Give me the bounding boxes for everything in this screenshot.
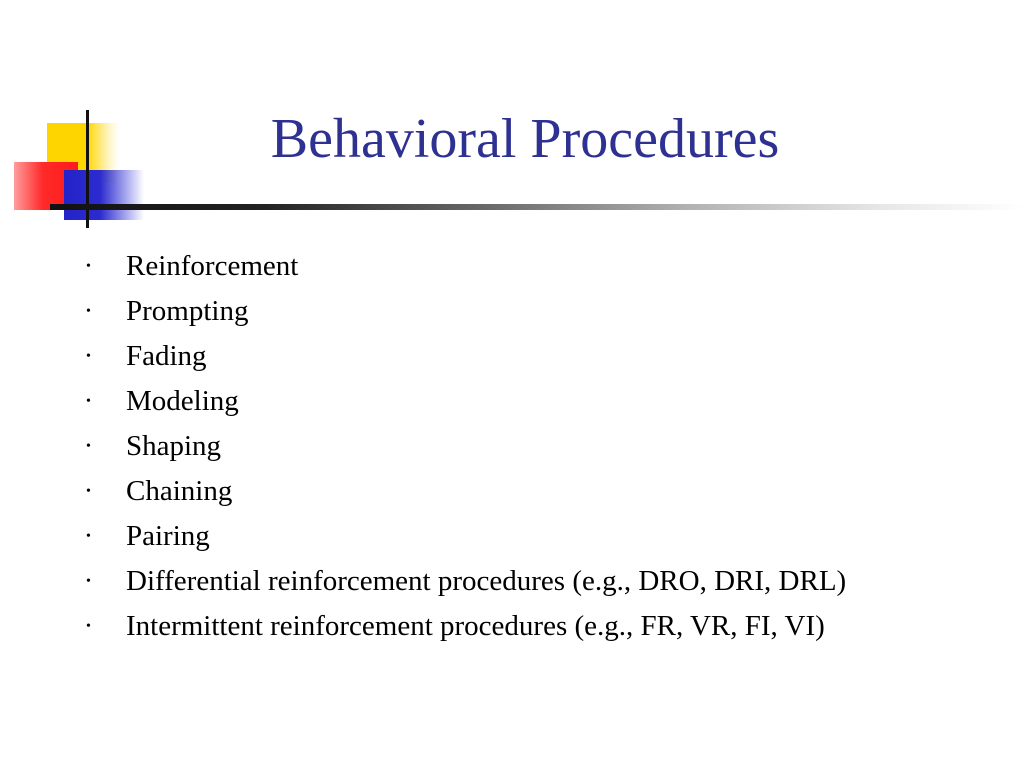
bullet-dot-icon: •: [86, 438, 91, 454]
title-underline-rule: [50, 204, 1024, 210]
bullet-dot-icon: •: [86, 618, 91, 634]
bullet-item: [84, 514, 846, 559]
blue-square-shape: [64, 170, 144, 220]
decorative-logo: [0, 100, 160, 240]
bullet-text: Chaining: [126, 475, 233, 507]
bullet-text: Modeling: [126, 385, 239, 417]
bullet-dot-icon: •: [86, 303, 91, 319]
bullet-list: [84, 244, 846, 649]
bullet-item: [84, 379, 846, 424]
bullet-text: Fading: [126, 340, 207, 372]
slide-title: Behavioral Procedures: [270, 108, 780, 170]
bullet-text: Reinforcement: [126, 250, 299, 282]
bullet-item: [84, 469, 846, 514]
bullet-item: [84, 559, 846, 604]
bullet-text: Intermittent reinforcement procedures (e.g., FR, VR, FI, VI): [126, 610, 825, 642]
bullet-dot-icon: •: [86, 393, 91, 409]
bullet-dot-icon: •: [86, 483, 91, 499]
bullet-text: Pairing: [126, 520, 210, 552]
bullet-text: Differential reinforcement procedures (e.g., DRO, DRI, DRL): [126, 565, 847, 597]
bullet-dot-icon: •: [86, 258, 91, 274]
bullet-item: [84, 289, 846, 334]
bullet-item: [84, 604, 846, 649]
vertical-line-shape: [86, 110, 89, 228]
bullet-text: Prompting: [126, 295, 249, 327]
bullet-dot-icon: •: [86, 348, 91, 364]
bullet-dot-icon: •: [86, 573, 91, 589]
bullet-dot-icon: •: [86, 528, 91, 544]
bullet-item: [84, 424, 846, 469]
bullet-item: [84, 244, 846, 289]
bullet-item: [84, 334, 846, 379]
bullet-text: Shaping: [126, 430, 222, 462]
